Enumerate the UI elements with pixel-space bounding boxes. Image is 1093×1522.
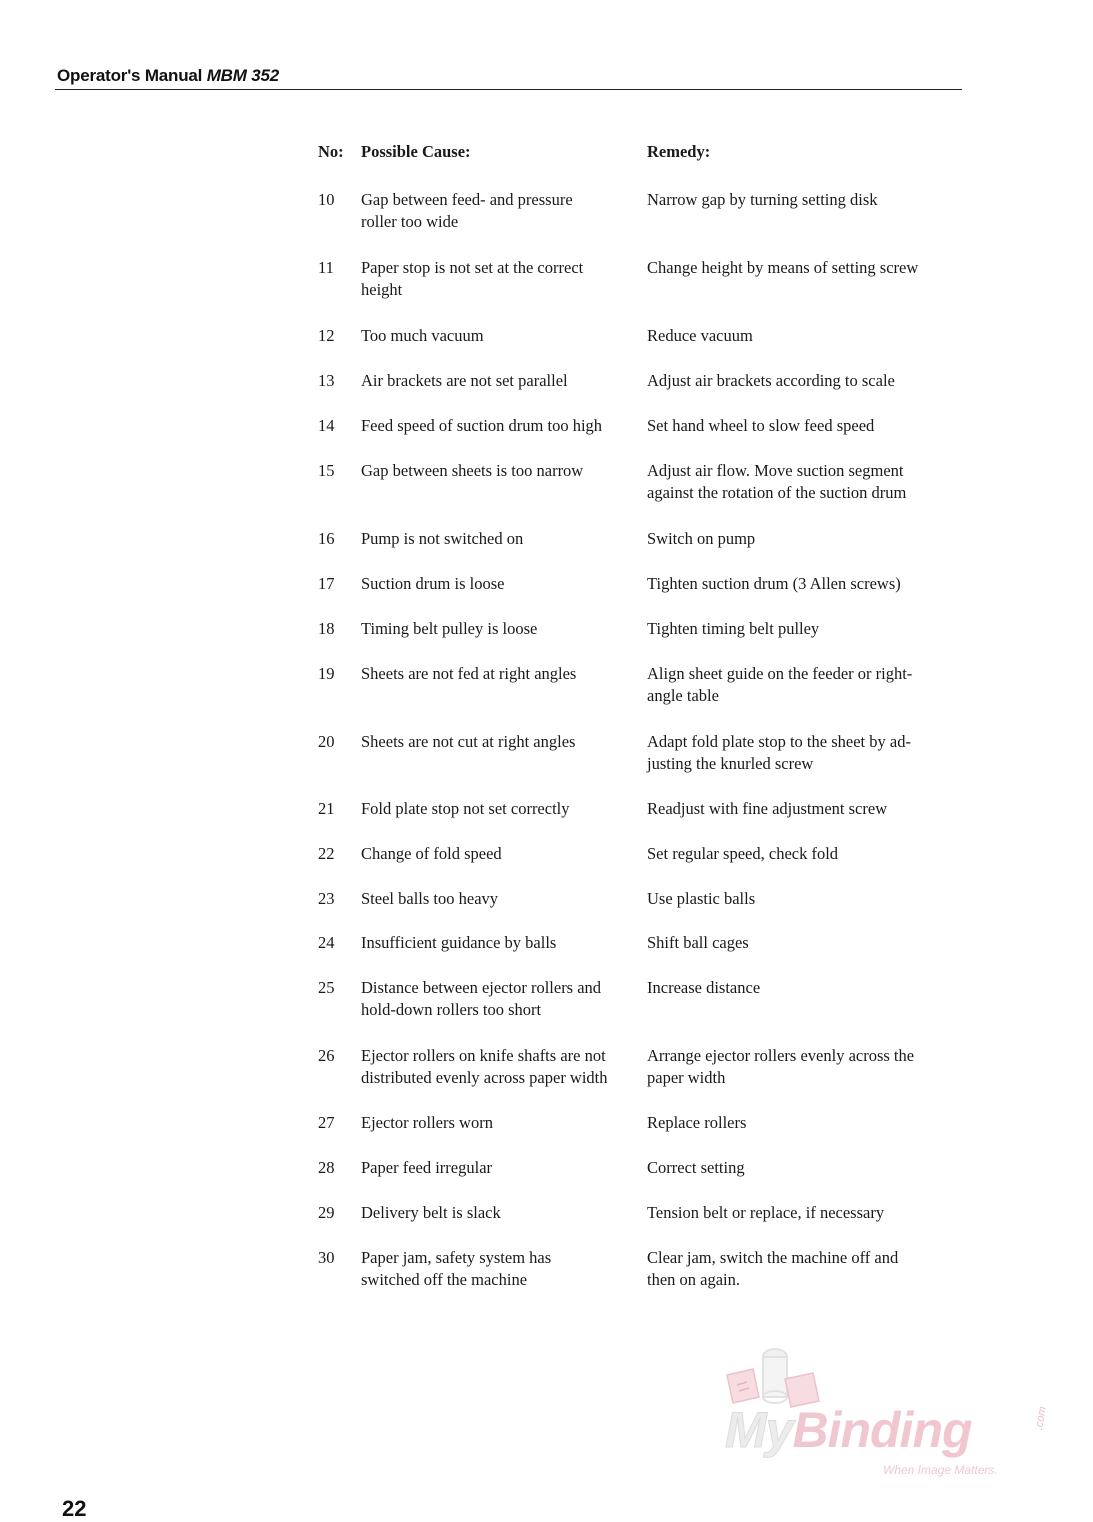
- cause-cell: [361, 618, 646, 640]
- cause-cell: [361, 1247, 646, 1291]
- cause-cell-line: Delivery belt is slack: [361, 1203, 501, 1222]
- cause-cell: [361, 460, 646, 482]
- cause-cell-line: distributed evenly across paper width: [361, 1068, 608, 1087]
- remedy-cell-line: Adjust air flow. Move suction segment: [647, 461, 904, 480]
- col-header-no: No:: [318, 142, 344, 161]
- remedy-cell-line: justing the knurled screw: [647, 754, 814, 773]
- remedy-cell-line: Adapt fold plate stop to the sheet by ad-: [647, 732, 911, 751]
- row-number: 13: [318, 371, 335, 390]
- remedy-cell: [647, 1247, 957, 1291]
- col-header-remedy: Remedy:: [647, 142, 711, 161]
- remedy-cell-line: Tighten suction drum (3 Allen screws): [647, 574, 901, 593]
- row-number: 20: [318, 732, 335, 751]
- cause-cell-line: Timing belt pulley is loose: [361, 619, 538, 638]
- row-number: 16: [318, 529, 335, 548]
- remedy-cell: [647, 1112, 957, 1134]
- remedy-cell-line: Narrow gap by turning setting disk: [647, 190, 878, 209]
- cause-cell-line: Air brackets are not set parallel: [361, 371, 568, 390]
- remedy-cell-line: Use plastic balls: [647, 889, 756, 908]
- cause-cell-line: Gap between feed- and pressure: [361, 190, 573, 209]
- remedy-cell: [647, 932, 957, 954]
- cause-cell-line: Paper jam, safety system has: [361, 1248, 552, 1267]
- remedy-cell: [647, 731, 957, 775]
- row-number: 19: [318, 664, 335, 683]
- row-number: 23: [318, 889, 335, 908]
- cause-cell: [361, 528, 646, 550]
- remedy-cell-line: Replace rollers: [647, 1113, 747, 1132]
- row-number: 10: [318, 190, 335, 209]
- remedy-cell: [647, 460, 957, 504]
- remedy-cell: [647, 888, 957, 910]
- mybinding-watermark-logo: [715, 1335, 1060, 1485]
- remedy-cell-line: Set hand wheel to slow feed speed: [647, 416, 875, 435]
- remedy-cell-line: Arrange ejector rollers evenly across the: [647, 1046, 915, 1065]
- page-number-text: 22: [62, 1496, 87, 1521]
- remedy-cell-line: Align sheet guide on the feeder or right-: [647, 664, 913, 683]
- cause-cell: [361, 415, 646, 437]
- row-number: 11: [318, 258, 334, 277]
- remedy-cell-line: Tension belt or replace, if necessary: [647, 1203, 885, 1222]
- cause-cell: [361, 663, 646, 685]
- cause-cell: [361, 189, 646, 233]
- remedy-cell: [647, 257, 957, 279]
- row-number: 24: [318, 933, 335, 952]
- remedy-cell: [647, 415, 957, 437]
- cause-cell-line: Too much vacuum: [361, 326, 484, 345]
- cause-cell: [361, 1112, 646, 1134]
- watermark-dotcom: .com: [1033, 1405, 1049, 1432]
- remedy-cell-line: Adjust air brackets according to scale: [647, 371, 895, 390]
- watermark-binding: Binding: [792, 1402, 972, 1458]
- cause-cell-line: Sheets are not fed at right angles: [361, 664, 577, 683]
- remedy-cell: [647, 573, 957, 595]
- remedy-cell: [647, 1202, 957, 1224]
- remedy-cell: [647, 325, 957, 347]
- cause-cell: [361, 1157, 646, 1179]
- remedy-cell: [647, 370, 957, 392]
- row-number: 29: [318, 1203, 335, 1222]
- col-header-cause: Possible Cause:: [361, 142, 471, 161]
- cause-cell-line: Change of fold speed: [361, 844, 502, 863]
- watermark-my: My: [725, 1402, 793, 1458]
- cause-cell-line: Gap between sheets is too narrow: [361, 461, 584, 480]
- remedy-cell-line: Set regular speed, check fold: [647, 844, 839, 863]
- remedy-cell: [647, 843, 957, 865]
- remedy-cell-line: Correct setting: [647, 1158, 745, 1177]
- cause-cell-line: Paper stop is not set at the correct: [361, 258, 584, 277]
- cause-cell-line: Suction drum is loose: [361, 574, 505, 593]
- cause-cell-line: height: [361, 280, 403, 299]
- cause-cell-line: Pump is not switched on: [361, 529, 524, 548]
- remedy-cell: [647, 1157, 957, 1179]
- cause-cell: [361, 325, 646, 347]
- remedy-cell: [647, 798, 957, 820]
- model-name: MBM 352: [206, 66, 280, 85]
- row-number: 14: [318, 416, 335, 435]
- remedy-cell-line: Increase distance: [647, 978, 761, 997]
- remedy-cell-line: Clear jam, switch the machine off and: [647, 1248, 899, 1267]
- cause-cell-line: hold-down rollers too short: [361, 1000, 542, 1019]
- cause-cell-line: Ejector rollers on knife shafts are not: [361, 1046, 606, 1065]
- remedy-cell-line: Tighten timing belt pulley: [647, 619, 820, 638]
- cause-cell-line: Sheets are not cut at right angles: [361, 732, 576, 751]
- cause-cell-line: roller too wide: [361, 212, 459, 231]
- cause-cell: [361, 932, 646, 954]
- watermark-tagline: When Image Matters.: [883, 1463, 998, 1477]
- watermark-wordmark: [725, 1402, 972, 1458]
- remedy-cell: [647, 618, 957, 640]
- remedy-cell: [647, 528, 957, 550]
- remedy-cell: [647, 977, 957, 999]
- page-number: [62, 1492, 88, 1521]
- row-number: 15: [318, 461, 335, 480]
- cause-cell: [361, 573, 646, 595]
- remedy-cell-line: Shift ball cages: [647, 933, 749, 952]
- cause-cell-line: Fold plate stop not set correctly: [361, 799, 570, 818]
- cause-cell: [361, 257, 646, 301]
- remedy-cell-line: against the rotation of the suction drum: [647, 483, 907, 502]
- cause-cell: [361, 1202, 646, 1224]
- row-number: 12: [318, 326, 335, 345]
- remedy-cell-line: Reduce vacuum: [647, 326, 753, 345]
- row-number: 21: [318, 799, 335, 818]
- remedy-cell-line: angle table: [647, 686, 719, 705]
- cause-cell: [361, 370, 646, 392]
- cause-cell: [361, 798, 646, 820]
- row-number: 26: [318, 1046, 335, 1065]
- remedy-cell-line: Change height by means of setting screw: [647, 258, 919, 277]
- remedy-cell-line: Switch on pump: [647, 529, 756, 548]
- cause-cell: [361, 888, 646, 910]
- cause-cell-line: switched off the machine: [361, 1270, 528, 1289]
- running-header: [57, 66, 279, 86]
- remedy-cell: [647, 1045, 957, 1089]
- cause-cell-line: Ejector rollers worn: [361, 1113, 493, 1132]
- remedy-cell-line: paper width: [647, 1068, 726, 1087]
- row-number: 30: [318, 1248, 335, 1267]
- row-number: 17: [318, 574, 335, 593]
- row-number: 25: [318, 978, 335, 997]
- row-number: 27: [318, 1113, 335, 1132]
- cause-cell: [361, 843, 646, 865]
- row-number: 22: [318, 844, 335, 863]
- cause-cell-line: Steel balls too heavy: [361, 889, 499, 908]
- remedy-cell-line: then on again.: [647, 1270, 741, 1289]
- cause-cell-line: Distance between ejector rollers and: [361, 978, 602, 997]
- cause-cell: [361, 1045, 646, 1089]
- cause-cell: [361, 977, 646, 1021]
- remedy-cell: [647, 189, 957, 211]
- cause-cell-line: Feed speed of suction drum too high: [361, 416, 603, 435]
- remedy-cell-line: Readjust with fine adjustment screw: [647, 799, 888, 818]
- cause-cell: [361, 731, 646, 753]
- cause-cell-line: Paper feed irregular: [361, 1158, 493, 1177]
- header-rule: [55, 89, 962, 90]
- cause-cell-line: Insufficient guidance by balls: [361, 933, 557, 952]
- row-number: 18: [318, 619, 335, 638]
- manual-title: Operator's Manual: [57, 66, 203, 85]
- remedy-cell: [647, 663, 957, 707]
- row-number: 28: [318, 1158, 335, 1177]
